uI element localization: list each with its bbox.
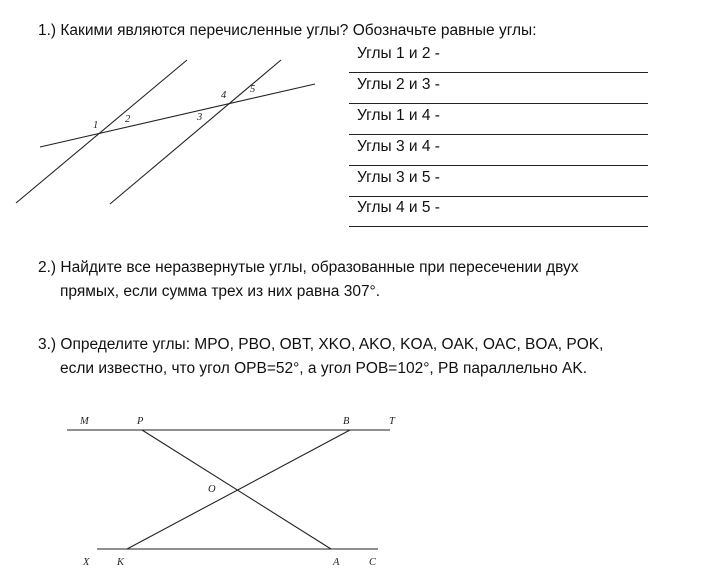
point-label-c: C [369, 557, 377, 568]
task-3-line-1: 3.) Определите углы: MPO, PBO, OBT, XKO, AKO, KOA, OAK, OAC, BOA, POK, [38, 336, 604, 353]
figure-1-parallel-lines [16, 60, 315, 204]
task-3-question [38, 333, 688, 381]
segment-pa [142, 430, 331, 549]
transversal-line [40, 84, 315, 147]
task-2-line-1: 2.) Найдите все неразвернутые углы, образованные при пересечении двух [38, 259, 579, 276]
row-label: Углы 3 и 5 - [357, 169, 440, 186]
row-label: Углы 4 и 5 - [357, 199, 440, 216]
figure-3-crossing-lines [67, 430, 390, 549]
row-label: Углы 1 и 2 - [357, 45, 440, 62]
task-2-question [38, 256, 678, 304]
point-label-b: B [343, 416, 350, 427]
point-label-m: M [80, 416, 89, 427]
angle-label-4: 4 [221, 90, 227, 101]
parallel-line-right [110, 60, 281, 204]
task-2-line-2: прямых, если сумма трех из них равна 307°. [60, 283, 381, 300]
figure-1-labels [93, 84, 255, 131]
angle-label-2: 2 [125, 114, 131, 125]
task-1-question: 1.) Какими являются перечисленные углы? Обозначьте равные углы: [38, 22, 537, 39]
point-label-o: O [208, 484, 216, 495]
angle-label-3: 3 [197, 112, 203, 123]
row-label: Углы 3 и 4 - [357, 138, 440, 155]
point-label-k: K [117, 557, 125, 568]
task-3-line-2: если известно, что угол OPB=52°, а угол POB=102°, PB параллельно AK. [60, 360, 588, 377]
point-label-a: A [333, 557, 340, 568]
point-label-p: P [137, 416, 144, 427]
parallel-line-left [16, 60, 187, 203]
row-label: Углы 1 и 4 - [357, 107, 440, 124]
angle-label-5: 5 [250, 84, 256, 95]
figure-3-labels [79, 416, 396, 568]
point-label-t: T [389, 416, 395, 427]
point-label-x: X [83, 557, 90, 568]
segment-bk [127, 430, 350, 549]
angle-label-1: 1 [93, 120, 99, 131]
row-label: Углы 2 и 3 - [357, 76, 440, 93]
